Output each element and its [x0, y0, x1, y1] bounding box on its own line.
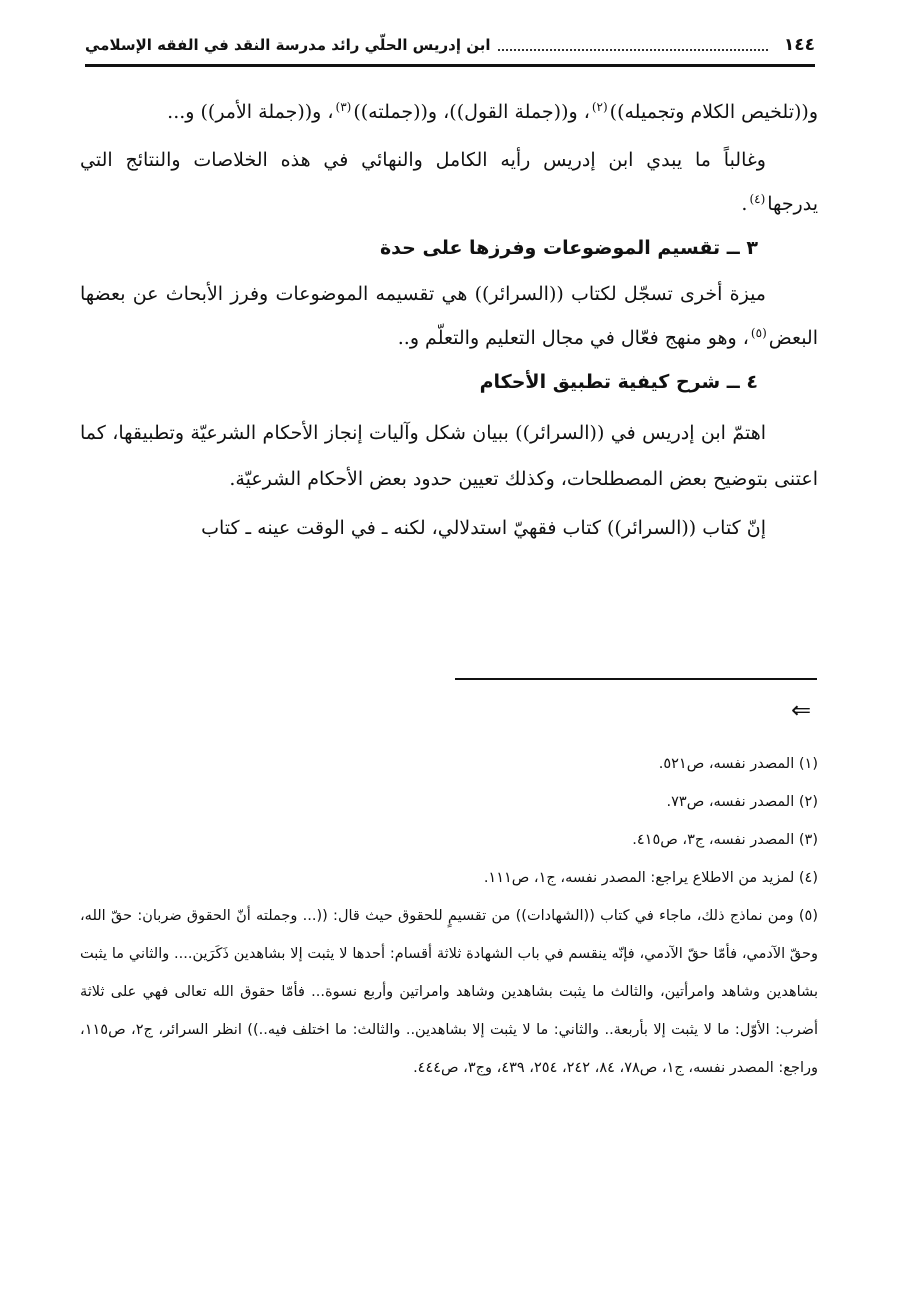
main-text — [80, 90, 818, 550]
footnote-text: المصدر نفسه، ص٥٢١. — [658, 756, 795, 772]
paragraph-1 — [80, 90, 818, 134]
footnote-ref-4[interactable]: (٤) — [749, 191, 766, 206]
p2-text: وغالباً ما يبدي ابن إدريس رأيه الكامل والنهائي في هذه الخلاصات والنتائج التي يدرجها — [80, 149, 818, 215]
running-title: ابن إدريس الحلّي رائد مدرسة النقد في الفقه الإسلامي — [85, 36, 491, 54]
footnote-number: (٢) — [798, 794, 818, 810]
footnotes — [80, 745, 818, 1087]
section-heading-3: ٣ ــ تقسيم الموضوعات وفرزها على حدة — [379, 237, 758, 259]
footnote-1 — [80, 745, 818, 783]
footnote-ref-5[interactable]: (٥) — [750, 325, 767, 340]
header-rule — [85, 64, 815, 67]
footnote-text: لمزيد من الاطلاع يراجع: المصدر نفسه، ج١، ص١١١. — [483, 870, 795, 886]
paragraph-4: اهتمّ ابن إدريس في ((السرائر)) ببيان شكل وآليات إنجاز الأحكام الشرعيّة وتطبيقها، كما اعتنى بتوضيح بعض المصطلحات، وكذلك تعيين حدود بعض الأحكام الشرعيّة. — [80, 422, 818, 490]
paragraph-5: إنّ كتاب ((السرائر)) كتاب فقهيّ استدلالي، لكنه ـ في الوقت عينه ـ كتاب — [201, 517, 766, 539]
p1-part1: و((تلخيص الكلام وتجميله)) — [609, 101, 818, 123]
paragraph-2 — [80, 138, 818, 226]
page-number: ١٤٤ — [783, 35, 815, 55]
p3-text: ميزة أخرى تسجّل لكتاب ((السرائر)) هي تقسيمه الموضوعات وفرز الأبحاث عن بعضها البعض — [80, 283, 818, 349]
footnote-ref-2[interactable]: (٢) — [591, 99, 608, 114]
footnote-3 — [80, 821, 818, 859]
footnote-text: ومن نماذج ذلك، ماجاء في كتاب ((الشهادات)) من تقسيمٍ للحقوق حيث قال: ((... وجملته أنّ الحقوق ضربان: حقّ الله، وحقّ الآدمي، فأمّا حقّ الآدمي، فإنّه ينقسم في باب الشهادة ثلاثة أقسام: أحدها لا يثبت إلا بشاهدين ذَكَرَين.... والثاني ما يثبت بشاهدين وشاهد وامرأتين، والثالث ما يثبت بشاهدين وشاهد وامراتين وأربع نسوة... فأمّا حقوق الله تعالى فهي على ثلاثة أضرب: الأوّل: ما لا يثبت إلا بأربعة.. والثاني: ما لا يثبت إلا بشاهدين.. والثالث: ما اختلف فيه..)) انظر السرائر، ج٢، ص١١٥، وراجع: المصدر نفسه، ج١، ص٧٨، ٨٤، ٢٤٢، ٢٥٤، ٤٣٩، وج٣، ص٤٤٤. — [80, 908, 818, 1076]
p1-part3: ، و((جملة الأمر)) و... — [167, 101, 334, 123]
p2-end: . — [741, 193, 748, 215]
footnote-4 — [80, 859, 818, 897]
footnote-number: (٤) — [798, 870, 818, 886]
p3-end: ، وهو منهج فعّال في مجال التعليم والتعلّم و.. — [397, 327, 749, 349]
footnote-5 — [80, 897, 818, 1087]
footnote-number: (٥) — [798, 908, 819, 924]
footnote-text: المصدر نفسه، ص٧٣. — [666, 794, 795, 810]
section-heading-4: ٤ ــ شرح كيفية تطبيق الأحكام — [479, 371, 758, 393]
running-header — [85, 30, 815, 60]
footnote-ref-3[interactable]: (٣) — [335, 99, 352, 114]
footnote-number: (٣) — [798, 832, 818, 848]
header-leader-dots — [498, 48, 767, 51]
paragraph-3 — [80, 272, 818, 360]
continuation-arrow-icon: ⇐ — [790, 696, 812, 724]
p1-part2: ، و((جملة القول))، و((جملته)) — [353, 101, 590, 123]
footnote-separator — [455, 678, 817, 680]
footnote-text: المصدر نفسه، ج٣، ص٤١٥. — [632, 832, 795, 848]
footnote-number: (١) — [798, 756, 818, 772]
footnote-2 — [80, 783, 818, 821]
